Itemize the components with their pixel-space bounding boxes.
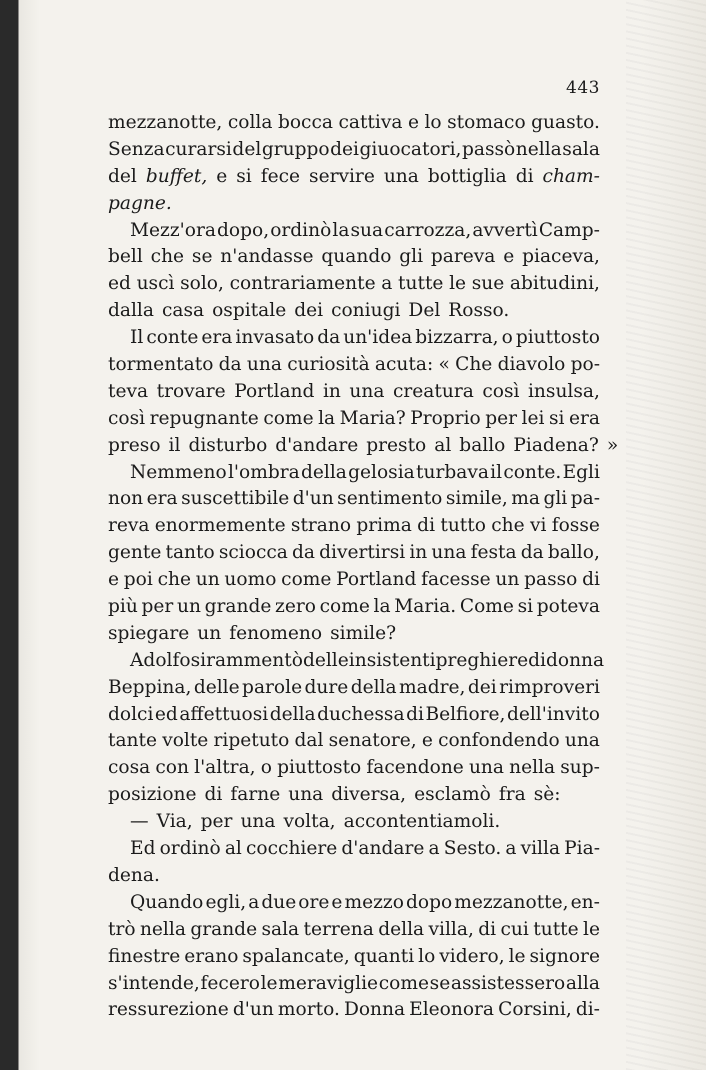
text-line: cosa con l'altra, o piuttosto facendone una nella sup- xyxy=(108,757,600,779)
text-line: Senza curarsi del gruppo dei giuocatori, passò nella sala xyxy=(108,138,600,160)
text-line: Mezz'ora dopo, ordinò la sua carrozza, avvertì Camp- xyxy=(130,219,600,241)
text-line: — Via, per una volta, accontentiamoli. xyxy=(130,811,501,833)
text-line: Adolfo si rammentò delle insistenti preghiere di donna xyxy=(130,649,605,671)
body-text xyxy=(108,110,619,1024)
text-line: s'intende, fecero le meraviglie come se assistessero alla xyxy=(108,972,600,994)
text-line: ed uscì solo, contrariamente a tutte le sue abitudini, xyxy=(108,273,600,295)
text-line: posizione di farne una diversa, esclamò fra sè: xyxy=(108,784,561,806)
text-line: dena. xyxy=(108,864,160,886)
text-line: Quando egli, a due ore e mezzo dopo mezzanotte, en- xyxy=(130,891,600,913)
text-line: spiegare un fenomeno simile? xyxy=(108,622,397,644)
text-line: gente tanto sciocca da divertirsi in una festa da ballo, xyxy=(108,542,600,564)
text-line: bell che se n'andasse quando gli pareva e piaceva, xyxy=(108,246,600,268)
text-line: tante volte ripetuto dal senatore, e confondendo una xyxy=(108,730,600,752)
text-line: finestre erano spalancate, quanti lo videro, le signore xyxy=(108,945,600,967)
text-line: e poi che un uomo come Portland facesse un passo di xyxy=(108,569,600,591)
text-line: trò nella grande sala terrena della villa, di cui tutte le xyxy=(108,918,600,940)
text-line: dalla casa ospitale dei coniugi Del Rosso. xyxy=(108,300,510,322)
text-line: Il conte era invasato da un'idea bizzarra, o piuttosto xyxy=(130,327,600,349)
text-line: teva trovare Portland in una creatura così insulsa, xyxy=(108,380,600,402)
page-edge-texture xyxy=(626,0,706,1070)
text-line: mezzanotte, colla bocca cattiva e lo stomaco guasto. xyxy=(108,112,600,133)
text-line: più per un grande zero come la Maria. Come si poteva xyxy=(108,596,600,618)
text-line: Ed ordinò al cocchiere d'andare a Sesto. a villa Pia- xyxy=(130,838,600,860)
text-line: reva enormemente strano prima di tutto che vi fosse xyxy=(108,515,600,537)
text-line: Beppina, delle parole dure della madre, dei rimproveri xyxy=(108,676,600,698)
text-line: dolci ed affettuosi della duchessa di Belfiore, dell'invito xyxy=(108,703,600,725)
text-line: Nemmeno l'ombra della gelosia turbava il conte. Egli xyxy=(130,461,600,483)
text-line: preso il disturbo d'andare presto al ballo Piadena? » xyxy=(108,434,619,456)
text-line: pagne. xyxy=(108,192,172,214)
text-line: così repugnante come la Maria? Proprio per lei si era xyxy=(108,407,600,429)
text-line: ressurezione d'un morto. Donna Eleonora Corsini, di- xyxy=(108,999,600,1021)
text-line: tormentato da una curiosità acuta: « Che diavolo po- xyxy=(108,354,600,376)
page-number: 443 xyxy=(566,78,600,98)
text-line: del buffet, e si fece servire una bottiglia di cham- xyxy=(108,165,600,187)
text-line: non era suscettibile d'un sentimento simile, ma gli pa- xyxy=(108,488,600,510)
